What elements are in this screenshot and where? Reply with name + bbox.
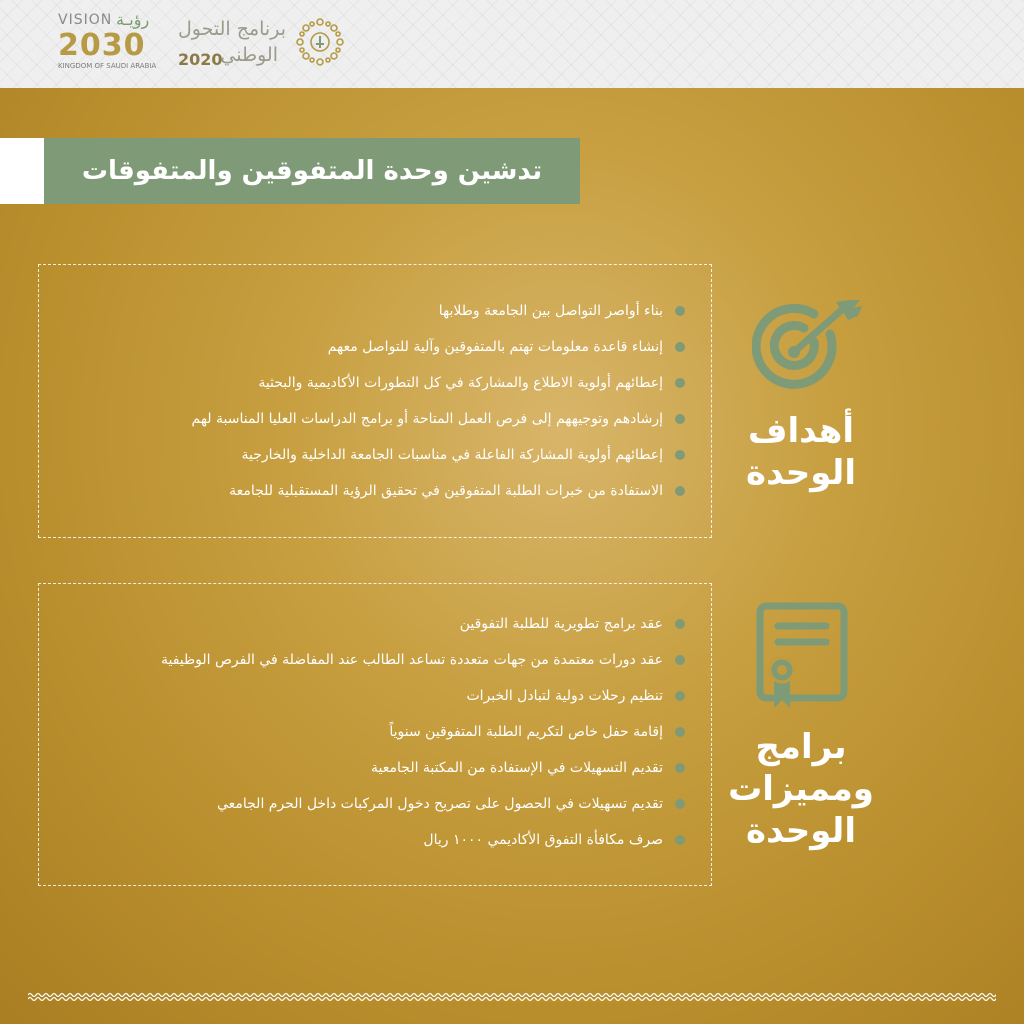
programs-box bbox=[38, 583, 712, 886]
vision-arabic-word: رؤيـة bbox=[116, 10, 150, 29]
goals-label-line2: الوحدة bbox=[746, 453, 856, 493]
ntp-year: 2020 bbox=[178, 50, 223, 69]
target-icon bbox=[752, 298, 864, 398]
programs-label bbox=[716, 726, 886, 852]
list-item-text: إرشادهم وتوجيههم إلى فرص العمل المتاحة أو برامج الدراسات العليا المناسبة لهم bbox=[191, 411, 663, 427]
bullet-icon bbox=[675, 450, 685, 460]
list-item bbox=[192, 329, 686, 365]
list-item bbox=[161, 678, 685, 714]
bullet-icon bbox=[675, 691, 685, 701]
list-item bbox=[161, 822, 685, 858]
list-item bbox=[192, 401, 686, 437]
goals-box bbox=[38, 264, 712, 538]
bullet-icon bbox=[675, 306, 685, 316]
list-item-text: صرف مكافأة التفوق الأكاديمي ١٠٠٠ ريال bbox=[423, 832, 663, 848]
list-item bbox=[192, 365, 686, 401]
list-item-text: إعطائهم أولوية المشاركة الفاعلة في مناسبات الجامعة الداخلية والخارجية bbox=[241, 447, 663, 463]
bullet-icon bbox=[675, 835, 685, 845]
bullet-icon bbox=[675, 378, 685, 388]
ntp-subtitle: الوطني bbox=[220, 44, 278, 66]
national-transformation-logo bbox=[168, 10, 348, 80]
programs-label-line1: برامج bbox=[755, 727, 847, 767]
list-item-text: إنشاء قاعدة معلومات تهتم بالمتفوقين وآلية للتواصل معهم bbox=[327, 339, 663, 355]
bullet-icon bbox=[675, 655, 685, 665]
bullet-icon bbox=[675, 342, 685, 352]
list-item bbox=[161, 642, 685, 678]
vision-subtitle: KINGDOM OF SAUDI ARABIA bbox=[58, 62, 157, 70]
list-item bbox=[192, 473, 686, 509]
certificate-icon bbox=[752, 602, 852, 710]
vision-word: VISION bbox=[58, 12, 113, 28]
list-item-text: الاستفادة من خبرات الطلبة المتفوقين في تحقيق الرؤية المستقبلية للجامعة bbox=[229, 483, 663, 499]
list-item-text: عقد دورات معتمدة من جهات متعددة تساعد الطالب عند المفاضلة في الفرص الوظيفية bbox=[160, 652, 663, 668]
list-item bbox=[161, 606, 685, 642]
ntp-title: برنامج التحول bbox=[177, 18, 286, 40]
vision-2030-logo bbox=[58, 10, 158, 80]
list-item-text: إقامة حفل خاص لتكريم الطلبة المتفوقين سنوياً bbox=[389, 724, 663, 740]
goals-label-line1: أهداف bbox=[747, 411, 855, 451]
title-accent bbox=[0, 138, 44, 204]
title-banner bbox=[44, 138, 580, 204]
list-item-text: إعطائهم أولوية الاطلاع والمشاركة في كل التطورات الأكاديمية والبحثية bbox=[258, 375, 663, 391]
bullet-icon bbox=[675, 414, 685, 424]
list-item-text: بناء أواصر التواصل بين الجامعة وطلابها bbox=[438, 303, 663, 319]
ntp-emblem-icon bbox=[292, 14, 348, 70]
bullet-icon bbox=[675, 486, 685, 496]
programs-list bbox=[161, 606, 685, 858]
bullet-icon bbox=[675, 763, 685, 773]
bullet-icon bbox=[675, 619, 685, 629]
bullet-icon bbox=[675, 799, 685, 809]
list-item-text: عقد برامج تطويرية للطلبة التفوقين bbox=[459, 616, 663, 632]
vision-year: 2030 bbox=[58, 28, 146, 63]
list-item-text: تقديم تسهيلات في الحصول على تصريح دخول المركبات داخل الحرم الجامعي bbox=[216, 796, 663, 812]
list-item bbox=[161, 750, 685, 786]
bottom-wave-divider bbox=[28, 990, 996, 1004]
programs-label-line2: ومميزات bbox=[728, 769, 874, 809]
page-title: تدشين وحدة المتفوقين والمتفوقات bbox=[81, 156, 543, 186]
goals-label bbox=[716, 410, 886, 494]
list-item bbox=[192, 437, 686, 473]
goals-list bbox=[192, 293, 686, 509]
bullet-icon bbox=[675, 727, 685, 737]
list-item bbox=[192, 293, 686, 329]
header-pattern-band bbox=[0, 0, 1024, 88]
programs-label-line3: الوحدة bbox=[746, 811, 856, 851]
list-item-text: تنظيم رحلات دولية لتبادل الخبرات bbox=[466, 688, 663, 704]
list-item bbox=[161, 786, 685, 822]
list-item-text: تقديم التسهيلات في الإستفادة من المكتبة الجامعية bbox=[371, 760, 663, 776]
list-item bbox=[161, 714, 685, 750]
